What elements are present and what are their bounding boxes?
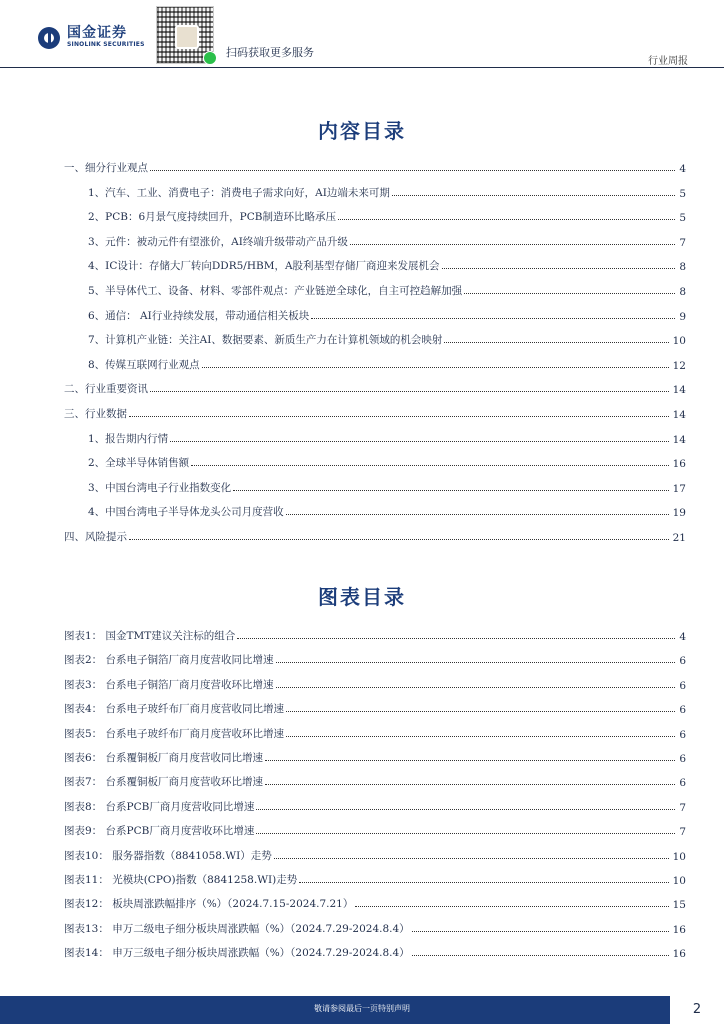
toc-entry-label: 2、全球半导体销售额 xyxy=(88,457,190,470)
figure-entry-label: 图表12： 板块周涨跌幅排序（%）（2024.7.15-2024.7.21） xyxy=(64,898,354,911)
toc-entry[interactable] xyxy=(88,255,686,273)
logo-cn-text: 国金证券 xyxy=(67,25,127,41)
toc-entry-page: 8 xyxy=(679,286,686,298)
dot-leader xyxy=(355,906,668,907)
figure-entry-label: 图表3： 台系电子铜箔厂商月度营收环比增速 xyxy=(64,678,274,691)
dot-leader xyxy=(150,170,675,171)
toc-entry-label: 二、行业重要资讯 xyxy=(64,383,148,396)
dot-leader xyxy=(170,441,668,442)
dot-leader xyxy=(233,490,668,491)
figure-entry-label: 图表2： 台系电子铜箔厂商月度营收同比增速 xyxy=(64,654,274,667)
toc-entry-page: 21 xyxy=(672,532,686,544)
figure-entry[interactable] xyxy=(64,893,686,911)
figure-entry-page: 6 xyxy=(679,728,686,741)
toc-entry-label: 四、风险提示 xyxy=(64,531,127,543)
toc-entry-page: 5 xyxy=(679,187,686,200)
dot-leader xyxy=(286,711,675,712)
dot-leader xyxy=(202,367,669,368)
toc-entry-label: 3、元件：被动元件有望涨价，AI终端升级带动产品升级 xyxy=(88,235,348,248)
dot-leader xyxy=(276,687,676,688)
dot-leader xyxy=(274,858,669,859)
dot-leader xyxy=(286,514,669,515)
toc-entry[interactable] xyxy=(88,477,686,495)
toc-entry-label: 7、计算机产业链：关注AI、数据要素、新质生产力在计算机领域的机会映射 xyxy=(88,334,443,347)
toc-entry[interactable] xyxy=(64,157,686,175)
figure-entry[interactable] xyxy=(64,625,686,643)
toc-entry-page: 5 xyxy=(679,212,686,225)
toc-entry[interactable] xyxy=(88,231,686,249)
figure-entry-label: 图表10： 服务器指数（8841058.WI）走势 xyxy=(64,849,272,862)
toc-entry-label: 5、半导体代工、设备、材料、零部件观点：产业链逆全球化，自主可控趋解加强 xyxy=(88,285,463,297)
figure-entry-label: 图表8： 台系PCB厂商月度营收同比增速 xyxy=(64,800,255,813)
toc-entry-label: 4、中国台湾电子半导体龙头公司月度营收 xyxy=(88,506,284,519)
toc-entry-label: 3、中国台湾电子行业指数变化 xyxy=(88,481,232,494)
toc-entry-page: 14 xyxy=(672,409,686,421)
toc-entry-page: 19 xyxy=(672,507,686,520)
figure-entry[interactable] xyxy=(64,747,686,765)
figure-entry[interactable] xyxy=(64,698,686,716)
figure-entry[interactable] xyxy=(64,674,686,692)
dot-leader xyxy=(464,293,675,294)
dot-leader xyxy=(444,342,668,343)
dot-leader xyxy=(150,391,669,392)
dot-leader xyxy=(265,760,675,761)
dot-leader xyxy=(350,244,675,245)
figure-entry-page: 6 xyxy=(679,753,686,765)
toc-entry-page: 8 xyxy=(679,261,686,274)
dot-leader xyxy=(338,219,675,220)
figure-entry-label: 图表7： 台系覆铜板厂商月度营收环比增速 xyxy=(64,776,264,789)
figure-entry-page: 6 xyxy=(679,679,686,692)
dot-leader xyxy=(276,662,676,663)
figure-entry-label: 图表6： 台系覆铜板厂商月度营收同比增速 xyxy=(64,752,264,764)
figure-entry-page: 7 xyxy=(679,801,686,814)
toc-entry[interactable] xyxy=(64,403,686,421)
toc-entry[interactable] xyxy=(88,428,686,446)
toc-entry[interactable] xyxy=(88,182,686,200)
logo-mark-icon xyxy=(38,27,60,49)
figure-entry-page: 6 xyxy=(679,655,686,668)
figure-entry-page: 10 xyxy=(672,875,686,887)
toc-entry-label: 4、IC设计：存储大厂转向DDR5/HBM，A股利基型存储厂商迎来发展机会 xyxy=(88,260,440,273)
figure-entry[interactable] xyxy=(64,942,686,960)
figure-entry[interactable] xyxy=(64,771,686,789)
company-logo xyxy=(38,26,145,49)
page-number: 2 xyxy=(670,996,724,1024)
footer-disclaimer: 敬请参阅最后一页特别声明 xyxy=(314,1004,410,1013)
toc-entry-label: 1、汽车、工业、消费电子：消费电子需求向好，AI边端未来可期 xyxy=(88,186,390,199)
qr-code-icon[interactable] xyxy=(156,6,214,64)
dot-leader xyxy=(392,195,675,196)
logo-en-text: SINOLINK SECURITIES xyxy=(67,41,145,48)
page-header xyxy=(0,0,724,72)
toc-entry[interactable] xyxy=(64,378,686,396)
toc-entry[interactable] xyxy=(64,526,686,544)
toc-title: 内容目录 xyxy=(318,119,406,143)
figures-title: 图表目录 xyxy=(318,585,406,609)
figure-entry[interactable] xyxy=(64,845,686,863)
toc-entry[interactable] xyxy=(88,280,686,298)
toc-entry-page: 16 xyxy=(672,458,686,471)
toc-entry-label: 8、传媒互联网行业观点 xyxy=(88,358,200,371)
toc-entry[interactable] xyxy=(88,501,686,519)
figure-entry-page: 4 xyxy=(679,631,686,643)
dot-leader xyxy=(442,268,676,269)
figure-entry-page: 16 xyxy=(672,923,686,936)
figure-entry[interactable] xyxy=(64,796,686,814)
figure-entry[interactable] xyxy=(64,869,686,887)
figure-entry-page: 7 xyxy=(679,826,686,839)
dot-leader xyxy=(129,539,669,540)
toc-entry[interactable] xyxy=(88,452,686,470)
figure-entry-page: 6 xyxy=(679,777,686,790)
figure-entry-label: 图表9： 台系PCB厂商月度营收环比增速 xyxy=(64,825,255,838)
dot-leader xyxy=(412,931,669,932)
dot-leader xyxy=(412,955,669,956)
figure-entry-page: 16 xyxy=(672,948,686,961)
toc-entry-page: 9 xyxy=(679,310,686,323)
toc-entry-page: 10 xyxy=(672,335,686,348)
figure-entry-page: 10 xyxy=(672,850,686,863)
figure-entry-label: 图表13： 申万二级电子细分板块周涨跌幅（%）（2024.7.29-2024.8.4） xyxy=(64,922,410,935)
dot-leader xyxy=(191,465,668,466)
figure-entry-page: 15 xyxy=(672,899,686,912)
toc-entry-label: 2、PCB：6月景气度持续回升，PCB制造环比略承压 xyxy=(88,211,336,224)
toc-entry-page: 17 xyxy=(672,482,686,495)
toc-entry-page: 14 xyxy=(672,384,686,397)
figure-entry[interactable] xyxy=(64,649,686,667)
figure-entry[interactable] xyxy=(64,820,686,838)
toc-entry-page: 14 xyxy=(672,433,686,446)
wechat-badge-icon xyxy=(203,51,217,65)
page-footer xyxy=(0,996,724,1024)
figure-entry-page: 6 xyxy=(679,704,686,717)
figure-entry-label: 图表14： 申万三级电子细分板块周涨跌幅（%）（2024.7.29-2024.8.4） xyxy=(64,947,410,960)
report-type: 行业周报 xyxy=(648,56,688,67)
dot-leader xyxy=(299,882,668,883)
toc-entry-page: 7 xyxy=(679,236,686,249)
toc-entry-label: 6、通信： AI行业持续发展，带动通信相关板块 xyxy=(88,309,310,322)
figure-entry[interactable] xyxy=(64,918,686,936)
toc-entry-label: 一、细分行业观点 xyxy=(64,162,148,174)
dot-leader xyxy=(256,833,675,834)
toc-entry-page: 12 xyxy=(672,359,686,372)
toc-entry[interactable] xyxy=(88,354,686,372)
figure-entry-label: 图表1： 国金TMT建议关注标的组合 xyxy=(64,630,236,642)
dot-leader xyxy=(265,784,675,785)
figure-entry[interactable] xyxy=(64,723,686,741)
figure-entry-label: 图表4： 台系电子玻纤布厂商月度营收同比增速 xyxy=(64,703,285,716)
toc-entry[interactable] xyxy=(88,206,686,224)
toc-entry-label: 1、报告期内行情 xyxy=(88,432,169,445)
dot-leader xyxy=(237,638,675,639)
scan-prompt: 扫码获取更多服务 xyxy=(226,46,314,59)
toc-entry[interactable] xyxy=(88,305,686,323)
figure-entry-label: 图表11： 光模块(CPO)指数（8841258.WI)走势 xyxy=(64,874,298,886)
figure-entry-label: 图表5： 台系电子玻纤布厂商月度营收环比增速 xyxy=(64,727,285,740)
header-divider xyxy=(0,67,724,68)
dot-leader xyxy=(286,736,675,737)
dot-leader xyxy=(311,318,675,319)
toc-entry[interactable] xyxy=(88,329,686,347)
dot-leader xyxy=(129,416,669,417)
dot-leader xyxy=(256,809,675,810)
toc-entry-page: 4 xyxy=(679,163,686,175)
toc-entry-label: 三、行业数据 xyxy=(64,408,127,420)
